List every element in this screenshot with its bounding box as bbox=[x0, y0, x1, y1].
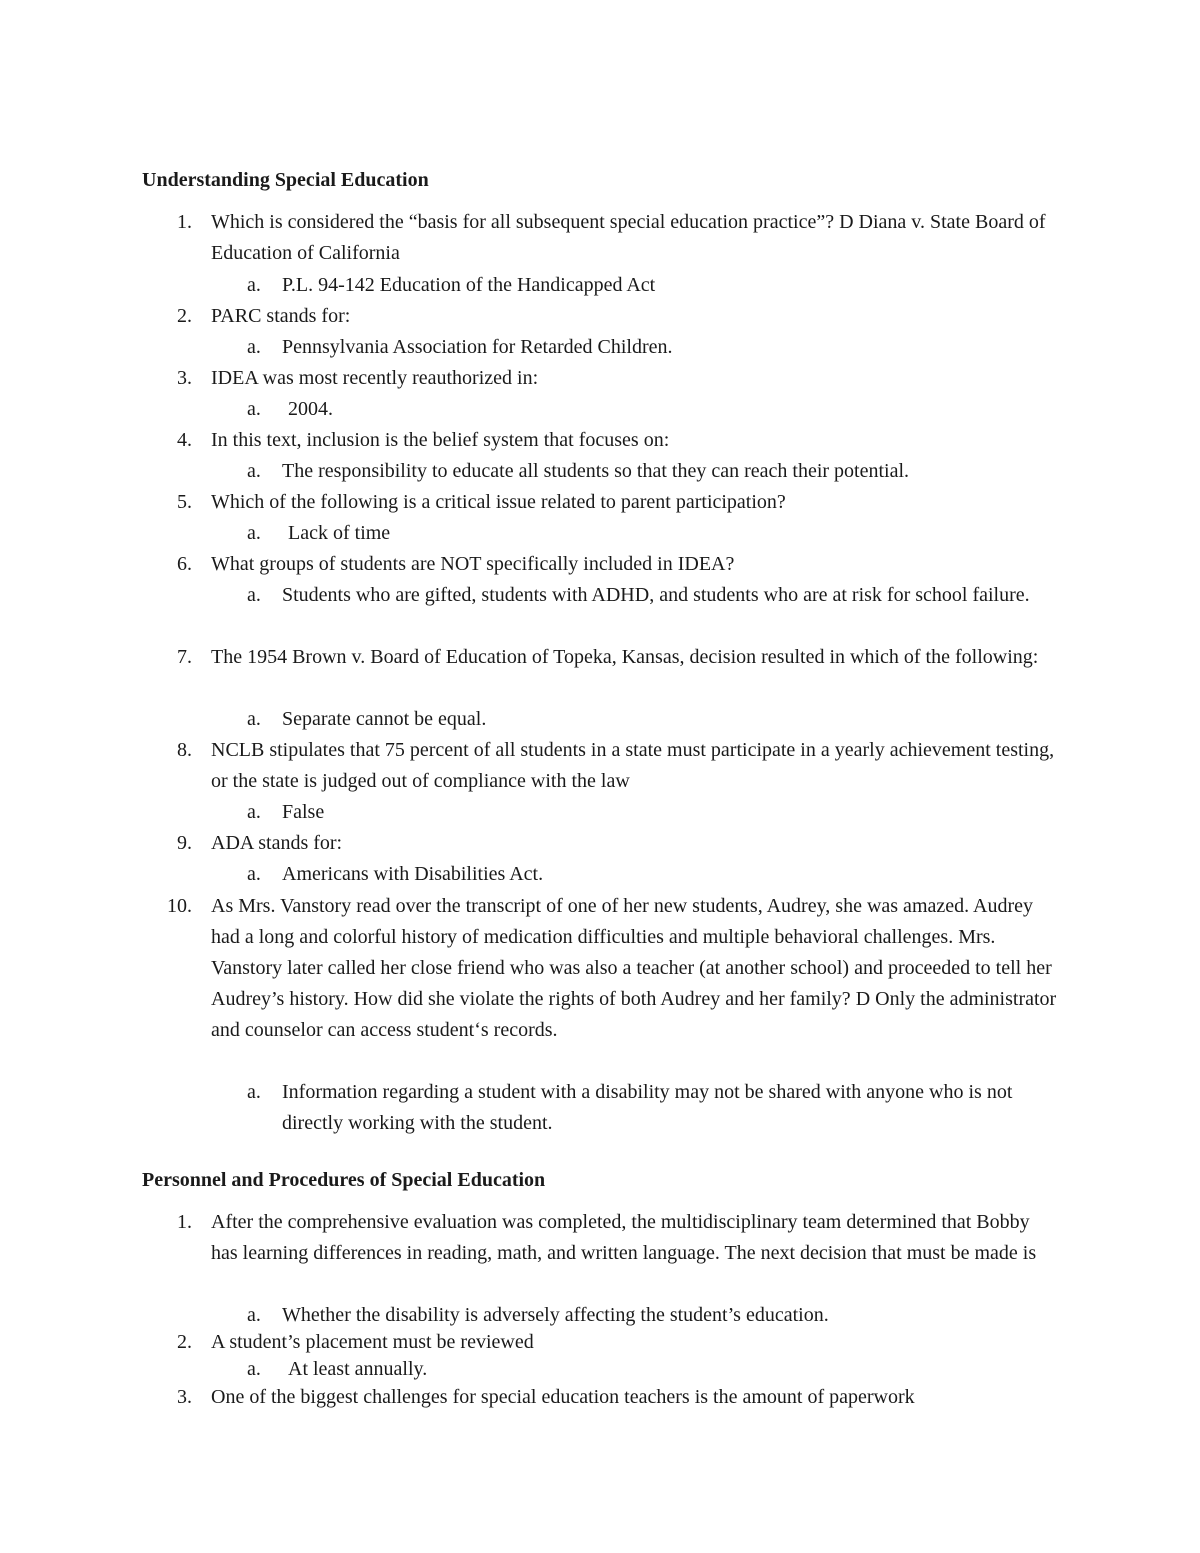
section-heading: Understanding Special Education bbox=[142, 169, 429, 191]
question-text: PARC stands for: bbox=[211, 305, 351, 327]
answer-text: 2004. bbox=[288, 398, 333, 420]
question-text: Which of the following is a critical issue related to parent participation? bbox=[211, 491, 786, 513]
answer-text: P.L. 94-142 Education of the Handicapped Act bbox=[282, 274, 656, 296]
answer-text: Whether the disability is adversely affecting the student’s education. bbox=[282, 1304, 829, 1326]
question-number: 7. bbox=[177, 646, 192, 668]
answer-letter: a. bbox=[247, 801, 261, 823]
question-text: ADA stands for: bbox=[211, 832, 343, 854]
question-number: 5. bbox=[177, 491, 192, 513]
question-text: The 1954 Brown v. Board of Education of Topeka, Kansas, decision resulted in which of the following: bbox=[211, 646, 1039, 668]
section-heading: Personnel and Procedures of Special Education bbox=[142, 1169, 546, 1191]
question-number: 3. bbox=[177, 1386, 192, 1408]
question-number: 10. bbox=[167, 895, 192, 917]
answer-text: Pennsylvania Association for Retarded Children. bbox=[282, 336, 673, 358]
answer-letter: a. bbox=[247, 398, 261, 420]
question-number: 3. bbox=[177, 367, 192, 389]
question-number: 2. bbox=[177, 1331, 192, 1353]
question-number: 1. bbox=[177, 1211, 192, 1233]
question-number: 9. bbox=[177, 832, 192, 854]
question-number: 1. bbox=[177, 211, 192, 233]
answer-letter: a. bbox=[247, 336, 261, 358]
answer-letter: a. bbox=[247, 522, 261, 544]
answer-text: Information regarding a student with a disability may not be shared with anyone who is not directly working with the student. bbox=[282, 1081, 1013, 1134]
question-text: After the comprehensive evaluation was completed, the multidisciplinary team determined that Bobby has learning differences in reading, math, and written language. The next decision that must be made is bbox=[211, 1211, 1037, 1264]
question-number: 4. bbox=[177, 429, 192, 451]
question-text: As Mrs. Vanstory read over the transcript of one of her new students, Audrey, she was amazed. Audrey had a long and colorful history of medication difficulties and multiple behavioral challenges. Mrs. Vanstory later called her close friend who was also a teacher (at another school) and proceeded to tell her Audrey’s history. How did she violate the rights of both Audrey and her family? D Only the administrator and counselor can access student‘s records. bbox=[211, 895, 1057, 1041]
question-text: NCLB stipulates that 75 percent of all students in a state must participate in a yearly achievement testing, or the state is judged out of compliance with the law bbox=[211, 739, 1055, 792]
answer-text: Students who are gifted, students with ADHD, and students who are at risk for school failure. bbox=[282, 584, 1030, 606]
question-number: 2. bbox=[177, 305, 192, 327]
answer-letter: a. bbox=[247, 863, 261, 885]
answer-text: At least annually. bbox=[288, 1358, 428, 1380]
answer-letter: a. bbox=[247, 1081, 261, 1103]
answer-text: False bbox=[282, 801, 325, 823]
question-number: 6. bbox=[177, 553, 192, 575]
answer-text: Separate cannot be equal. bbox=[282, 708, 487, 730]
answer-letter: a. bbox=[247, 584, 261, 606]
answer-text: The responsibility to educate all students so that they can reach their potential. bbox=[282, 460, 910, 482]
question-text: IDEA was most recently reauthorized in: bbox=[211, 367, 539, 389]
question-number: 8. bbox=[177, 739, 192, 761]
answer-letter: a. bbox=[247, 274, 261, 296]
answer-text: Lack of time bbox=[288, 522, 391, 544]
question-text: A student’s placement must be reviewed bbox=[211, 1331, 534, 1353]
answer-letter: a. bbox=[247, 1304, 261, 1326]
answer-letter: a. bbox=[247, 1358, 261, 1380]
answer-text: Americans with Disabilities Act. bbox=[282, 863, 544, 885]
question-text: What groups of students are NOT specifically included in IDEA? bbox=[211, 553, 735, 575]
question-text: Which is considered the “basis for all subsequent special education practice”? D Diana v. State Board of Education of California bbox=[211, 211, 1046, 264]
question-text: One of the biggest challenges for special education teachers is the amount of paperwork bbox=[211, 1386, 915, 1408]
question-text: In this text, inclusion is the belief system that focuses on: bbox=[211, 429, 670, 451]
answer-letter: a. bbox=[247, 460, 261, 482]
answer-letter: a. bbox=[247, 708, 261, 730]
